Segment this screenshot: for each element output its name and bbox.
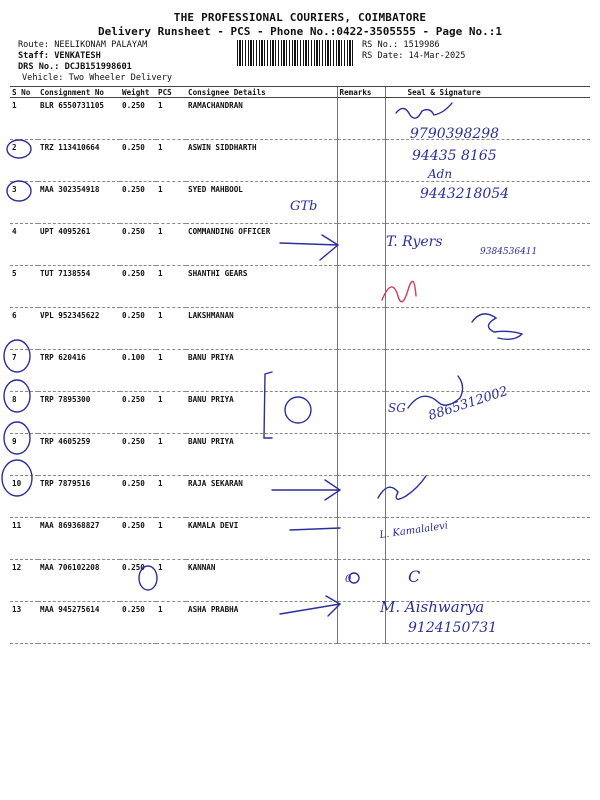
- cell-pcs: 1: [156, 182, 186, 224]
- cell-pcs: 1: [156, 560, 186, 602]
- col-sno: S No: [10, 87, 38, 98]
- cell-remarks: [337, 308, 385, 350]
- cell-signature: [385, 224, 590, 266]
- cell-consignee: ASHA PRABHA: [186, 602, 337, 644]
- cell-weight: 0.250: [120, 224, 156, 266]
- cell-consignee: BANU PRIYA: [186, 350, 337, 392]
- cell-weight: 0.250: [120, 140, 156, 182]
- cell-pcs: 1: [156, 602, 186, 644]
- cell-weight: 0.250: [120, 392, 156, 434]
- cell-consignee: COMMANDING OFFICER: [186, 224, 337, 266]
- cell-consignee: BANU PRIYA: [186, 434, 337, 476]
- cell-sno: 9: [10, 434, 38, 476]
- cell-consignee: RAMACHANDRAN: [186, 98, 337, 140]
- cell-sno: 5: [10, 266, 38, 308]
- handwritten-phone: 9790398298: [410, 126, 500, 142]
- cell-sno: 1: [10, 98, 38, 140]
- handwritten-mark: 0: [345, 574, 352, 585]
- cell-consignee: RAJA SEKARAN: [186, 476, 337, 518]
- rs-date: RS Date: 14-Mar-2025: [362, 51, 466, 61]
- cell-consignee: LAKSHMANAN: [186, 308, 337, 350]
- table-row: [10, 350, 590, 392]
- handwritten-phone: 8865312002: [426, 383, 510, 424]
- vehicle-label: Vehicle: Two Wheeler Delivery: [22, 73, 173, 83]
- cell-sno: 13: [10, 602, 38, 644]
- table-row: [10, 308, 590, 350]
- handwritten-signature: T. Ryers: [386, 234, 443, 250]
- cell-weight: 0.250: [120, 98, 156, 140]
- table-row: [10, 476, 590, 518]
- table-row: [10, 182, 590, 224]
- cell-pcs: 1: [156, 476, 186, 518]
- col-pcs: PCS: [156, 87, 186, 98]
- cell-consignment: TRP 7895300: [38, 392, 120, 434]
- col-weight: Weight: [120, 87, 156, 98]
- cell-sno: 4: [10, 224, 38, 266]
- cell-signature: [385, 308, 590, 350]
- cell-remarks: [337, 476, 385, 518]
- cell-remarks: [337, 266, 385, 308]
- table-row: [10, 140, 590, 182]
- cell-consignment: TUT 7138554: [38, 266, 120, 308]
- cell-pcs: 1: [156, 434, 186, 476]
- cell-consignment: TRZ 113410664: [38, 140, 120, 182]
- cell-consignee: ASWIN SIDDHARTH: [186, 140, 337, 182]
- cell-signature: [385, 140, 590, 182]
- handwritten-signature: L. Kamalalevi: [378, 520, 449, 541]
- cell-consignment: MAA 706102208: [38, 560, 120, 602]
- handwritten-note: Adn: [428, 167, 453, 181]
- cell-weight: 0.250: [120, 476, 156, 518]
- cell-signature: [385, 392, 590, 434]
- table-row: [10, 434, 590, 476]
- handwritten-phone: 9124150731: [408, 620, 498, 636]
- cell-consignment: TRP 7879516: [38, 476, 120, 518]
- cell-consignment: TRP 620416: [38, 350, 120, 392]
- cell-remarks: [337, 392, 385, 434]
- col-consignee: Consignee Details: [186, 87, 337, 98]
- cell-consignee: KANNAN: [186, 560, 337, 602]
- table-row: [10, 98, 590, 140]
- cell-weight: 0.250: [120, 266, 156, 308]
- cell-sno: 11: [10, 518, 38, 560]
- cell-weight: 0.100: [120, 350, 156, 392]
- cell-remarks: [337, 434, 385, 476]
- cell-remarks: [337, 98, 385, 140]
- cell-sno: 6: [10, 308, 38, 350]
- cell-remarks: [337, 350, 385, 392]
- cell-consignment: MAA 869368827: [38, 518, 120, 560]
- cell-weight: 0.250: [120, 602, 156, 644]
- route-label: Route: NEELIKONAM PALAYAM: [18, 40, 148, 50]
- cell-consignee: KAMALA DEVI: [186, 518, 337, 560]
- cell-remarks: [337, 518, 385, 560]
- cell-consignment: UPT 4095261: [38, 224, 120, 266]
- cell-pcs: 1: [156, 518, 186, 560]
- cell-signature: [385, 476, 590, 518]
- runsheet-title: THE PROFESSIONAL COURIERS, COIMBATORE: [173, 11, 427, 24]
- handwritten-phone: 9384536411: [480, 247, 538, 257]
- cell-pcs: 1: [156, 98, 186, 140]
- table-row: [10, 602, 590, 644]
- cell-consignee: BANU PRIYA: [186, 392, 337, 434]
- cell-sno: 7: [10, 350, 38, 392]
- col-remarks: Remarks: [337, 87, 385, 98]
- cell-weight: 0.250: [120, 560, 156, 602]
- cell-consignment: BLR 6550731105: [38, 98, 120, 140]
- table-row: [10, 560, 590, 602]
- staff-label: Staff: VENKATESH: [18, 51, 101, 61]
- handwritten-phone: 94435 8165: [412, 148, 497, 164]
- table-header-row: [10, 87, 590, 98]
- cell-remarks: [337, 182, 385, 224]
- cell-signature: [385, 98, 590, 140]
- cell-weight: 0.250: [120, 182, 156, 224]
- cell-signature: [385, 350, 590, 392]
- handwritten-note: GTb: [290, 199, 318, 214]
- cell-pcs: 1: [156, 140, 186, 182]
- cell-pcs: 1: [156, 224, 186, 266]
- cell-consignment: VPL 952345622: [38, 308, 120, 350]
- runsheet-subtitle: Delivery Runsheet - PCS - Phone No.:0422-3505555 - Page No.:1: [98, 25, 502, 38]
- barcode: [237, 40, 355, 66]
- rs-number: RS No.: 1519986: [362, 40, 440, 50]
- cell-signature: [385, 602, 590, 644]
- handwritten-phone: 9443218054: [420, 186, 510, 202]
- cell-remarks: [337, 560, 385, 602]
- cell-pcs: 1: [156, 266, 186, 308]
- col-signature: Seal & Signature: [385, 87, 590, 98]
- table-row: [10, 224, 590, 266]
- cell-signature: [385, 182, 590, 224]
- handwritten-signature: C: [408, 567, 421, 586]
- cell-sno: 2: [10, 140, 38, 182]
- cell-weight: 0.250: [120, 308, 156, 350]
- drs-number: DRS No.: DCJB151998601: [18, 62, 132, 72]
- table-row: [10, 266, 590, 308]
- cell-remarks: [337, 602, 385, 644]
- cell-consignment: MAA 945275614: [38, 602, 120, 644]
- cell-signature: [385, 266, 590, 308]
- cell-weight: 0.250: [120, 434, 156, 476]
- cell-sno: 12: [10, 560, 38, 602]
- cell-sno: 8: [10, 392, 38, 434]
- handwritten-signature: M. Aishwarya: [380, 598, 485, 616]
- cell-sno: 3: [10, 182, 38, 224]
- cell-weight: 0.250: [120, 518, 156, 560]
- cell-signature: [385, 518, 590, 560]
- table-row: [10, 392, 590, 434]
- cell-pcs: 1: [156, 392, 186, 434]
- handwritten-signature: SG: [388, 401, 406, 415]
- cell-signature: [385, 560, 590, 602]
- cell-remarks: [337, 140, 385, 182]
- cell-sno: 10: [10, 476, 38, 518]
- cell-pcs: 1: [156, 350, 186, 392]
- cell-consignee: SHANTHI GEARS: [186, 266, 337, 308]
- table-row: [10, 518, 590, 560]
- col-consignment: Consignment No: [38, 87, 120, 98]
- cell-pcs: 1: [156, 308, 186, 350]
- cell-signature: [385, 434, 590, 476]
- runsheet-table: [10, 86, 590, 644]
- cell-consignment: MAA 302354918: [38, 182, 120, 224]
- cell-remarks: [337, 224, 385, 266]
- cell-consignee: SYED MAHBOOL: [186, 182, 337, 224]
- cell-consignment: TRP 4605259: [38, 434, 120, 476]
